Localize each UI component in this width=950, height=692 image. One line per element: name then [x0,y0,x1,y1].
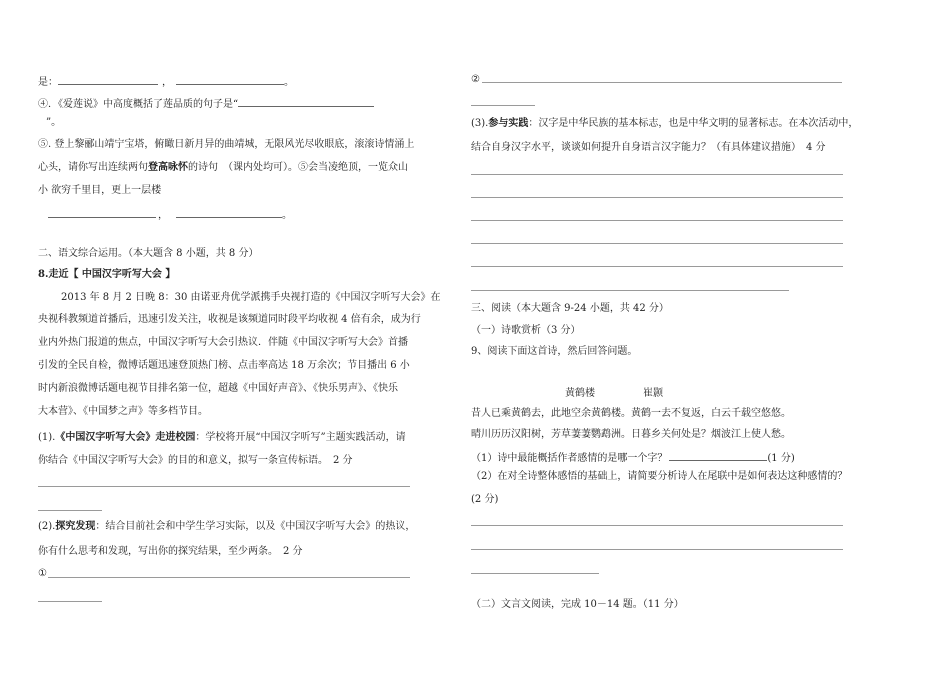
bold-keyword: 参与实践 [488,118,529,129]
subquestion-2 [38,522,415,532]
answer-line[interactable] [471,220,843,221]
poem-line: 晴川历历汉阳树，芳草萋萋鹦鹉洲。日暮乡关何处是？烟波江上使人愁。 [471,429,791,440]
section-3-heading: 三、阅读（本大题含 9-24 小题，共 42 分） [471,303,669,314]
subquestion-3 [471,119,858,129]
section-2-heading: 二、语文综合运用。（本大题含 8 小题，共 8 分） [38,248,259,259]
subsection-1-heading: （一）诗歌赏析（3 分） [471,325,581,336]
question-4-end: ”。 [46,117,62,128]
separator: ， [162,77,172,88]
question-text: ：学校将开展“中国汉字听写”主题实践活动，请 [195,432,406,443]
answer-line[interactable] [471,105,535,106]
answer-blank[interactable] [176,208,282,218]
question-text: 心头，请你写出连续两句 [38,162,148,173]
question-number: (1). [38,432,56,443]
answer-blank[interactable] [48,208,156,218]
poem-line: 昔人已乘黄鹤去，此地空余黄鹤楼。黄鹤一去不复返，白云千载空悠悠。 [471,408,791,419]
question-5-line2 [38,163,408,173]
answer-blank[interactable] [176,75,284,85]
paragraph-line: 2013 年 8 月 2 日晚 8：30 由诺亚舟优学派携手央视打造的《中国汉字听写大会》在 [61,292,441,303]
score: (1 分) [767,453,795,464]
question-5-line3: 小 欲穷千里目，更上一层楼 [38,185,162,196]
label-text: 是： [38,77,58,88]
question-5-line1: ⑤. 登上黎郦山靖宁宝塔，俯瞰日新月异的曲靖城，无限风光尽收眼底，滚滚诗情涌上 [38,139,415,150]
answer-marker: ② [471,74,480,85]
answer-line-row [38,75,294,88]
answer-line[interactable] [471,290,789,291]
question-number: (3). [471,118,489,129]
bold-keyword: 登高咏怀 [148,162,188,173]
answer-line[interactable] [471,266,843,267]
bold-keyword: 探究发现 [55,521,96,532]
question-text: ：汉字是中华民族的基本标志，也是中华文明的显著标志。在本次活动中， [528,118,859,129]
answer-line[interactable] [471,197,843,198]
poem-question-2: （2）在对全诗整体感悟的基础上，请简要分析诗人在尾联中是如何表达这种感情的？ [471,471,848,482]
poem-question-2-score: (2 分) [471,494,499,505]
answer-line[interactable] [471,243,843,244]
answer-line[interactable] [48,577,410,578]
poem-author: 崔颢 [643,388,663,399]
answer-line-row [48,208,292,221]
answer-blank[interactable] [58,75,158,85]
paragraph-line: 大本营》、《中国梦之声》等多档节目。 [38,406,208,417]
paragraph-line: 业内外热门报道的焦点，中国汉字听写大会引热议．伴随《中国汉字听写大会》首播 [38,337,408,348]
question-text: ：结合目前社会和中学生学习实际，以及《中国汉字听写大会》的热议， [95,521,416,532]
answer-line[interactable] [38,601,102,602]
question-text: ④．《爱莲说》中高度概括了莲品质的句子是“ [38,99,239,110]
paragraph-line: 引发的全民自检，微博话题迅速登顶热门榜、点击率高达 18 万余次；节目播出 6 小 [38,360,410,371]
question-8-title: 8.走近【 中国汉字听写大会 】 [38,269,176,280]
subsection-2-heading: （二）文言文阅读，完成 10－14 题。（11 分） [471,599,684,610]
subquestion-1 [38,433,406,443]
question-text: （1）诗中最能概括作者感情的是哪一个字？ [471,453,668,464]
answer-marker: ① [38,568,47,579]
poem-question-1 [471,451,795,464]
question-number: (2). [38,521,56,532]
question-4 [38,97,374,110]
period: 。 [284,77,294,88]
answer-line[interactable] [482,82,842,83]
question-text: 的诗句 （课内处均可）。⑤会当凌绝顶，一览众山 [188,162,408,173]
subquestion-2-line2: 你有什么思考和发现，写出你的探究结果，至少两条。 2 分 [38,546,303,557]
answer-line[interactable] [38,510,102,511]
answer-blank[interactable] [238,97,374,107]
paragraph-line: 时内新浪微博话题电视节目排名第一位，超越《中国好声音》、《快乐男声》、《快乐 [38,383,398,394]
answer-line[interactable] [471,573,599,574]
answer-line[interactable] [471,525,843,526]
subquestion-3-line2: 结合自身汉字水平，谈谈如何提升自身语言汉字能力？（有具体建议措施） 4 分 [471,142,826,153]
answer-line[interactable] [471,549,843,550]
question-9: 9、阅读下面这首诗，然后回答问题。 [471,346,638,357]
subquestion-1-line2: 你结合《中国汉字听写大会》的目的和意义，拟写一条宣传标语。 2 分 [38,455,353,466]
answer-line[interactable] [471,174,843,175]
poem-title: 黄鹤楼 [565,388,595,399]
period: 。 [282,210,292,221]
bold-keyword: 《中国汉字听写大会》走进校园 [55,432,196,443]
answer-line[interactable] [38,486,410,487]
separator: ， [158,210,168,221]
answer-blank[interactable] [669,451,767,461]
paragraph-line: 央视科教频道首播后，迅速引发关注，收视是该频道同时段平均收视 4 倍有余，成为行 [38,314,421,325]
